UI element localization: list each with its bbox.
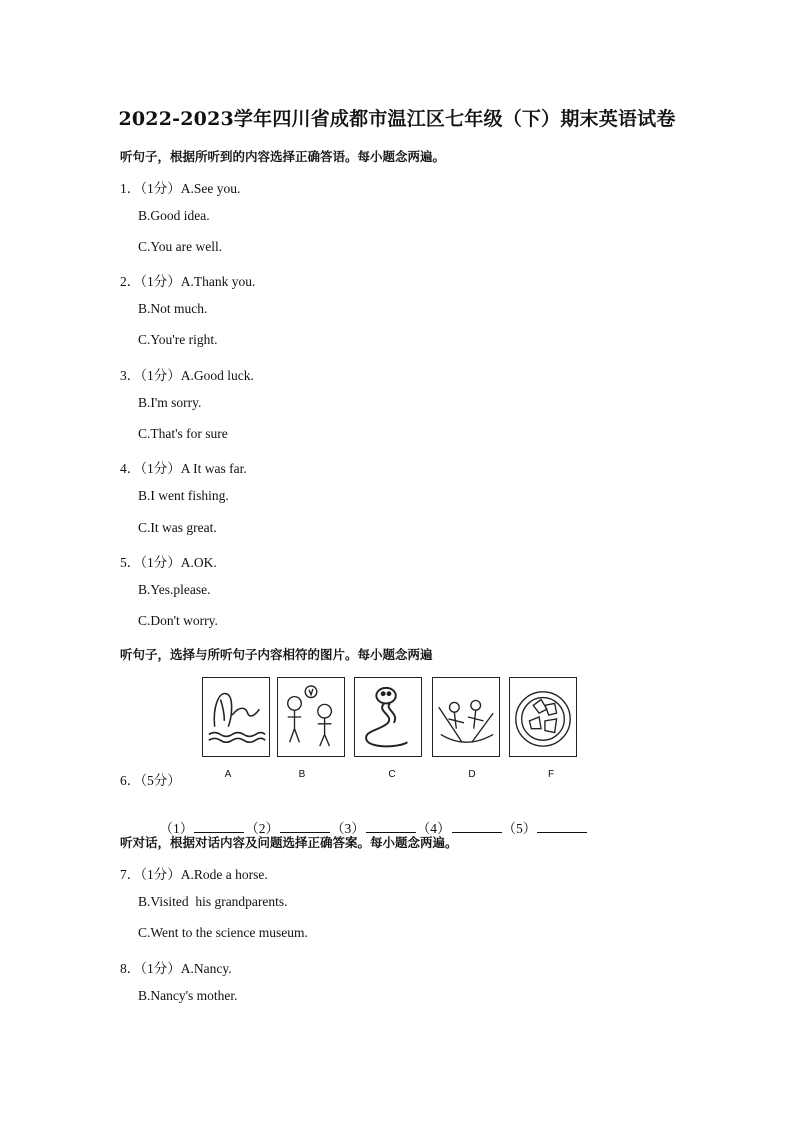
question-5: 5．（1分）A.OK. [120,555,217,570]
question-3: 3．（1分）A.Good luck. [120,368,254,383]
question-4-option-b: B.I went fishing. [138,488,229,503]
blank-label-5: （5） [502,821,537,836]
page-title: 2022-2023学年四川省成都市温江区七年级（下）期末英语试卷 [118,108,676,130]
answer-blank-5[interactable] [537,819,587,833]
section-heading-1: 听句子，根据所听到的内容选择正确答语。每小题念两遍。 [120,149,446,164]
answer-blank-1[interactable] [194,819,244,833]
kids-talking-icon [277,677,345,757]
question-6: 6．（5分） [120,773,181,788]
answer-blank-2[interactable] [280,819,330,833]
question-7-option-b: B.Visited his grandparents. [138,894,288,909]
section-heading-2: 听句子，选择与所听句子内容相符的图片。每小题念两遍 [120,647,433,662]
question-3-option-c: C.That's for sure [138,426,228,441]
blank-label-3: （3） [331,821,365,836]
picture-label-c: C [388,769,396,780]
picture-row [202,677,578,761]
question-8: 8．（1分）A.Nancy. [120,961,232,976]
question-7: 7．（1分）A.Rode a horse. [120,867,268,882]
section-heading-3: 听对话，根据对话内容及问题选择正确答案。每小题念两遍。 [120,835,458,850]
picture-label-f: F [547,769,555,780]
question-1-option-b: B.Good idea. [138,208,210,223]
fruit-plate-icon [509,677,577,757]
question-4-option-c: C.It was great. [138,520,217,535]
question-3-option-b: B.I'm sorry. [138,395,202,410]
picture-label-d: D [468,769,476,780]
blank-label-2: （2） [245,821,279,836]
question-4: 4．（1分）A It was far. [120,461,247,476]
picture-label-a: A [224,769,232,780]
snake-icon [354,677,422,757]
picture-label-b: B [298,769,306,780]
question-2-option-c: C.You're right. [138,332,218,347]
question-5-option-c: C.Don't worry. [138,613,218,628]
question-7-option-c: C.Went to the science museum. [138,925,308,940]
question-1: 1．（1分）A.See you. [120,181,241,196]
question-5-option-b: B.Yes.please. [138,582,211,597]
question-8-option-b: B.Nancy's mother. [138,988,238,1003]
question-2-option-b: B.Not much. [138,301,208,316]
question-1-option-c: C.You are well. [138,239,223,254]
question-2: 2．（1分）A.Thank you. [120,274,256,289]
blank-label-1: （1） [159,821,194,836]
blank-label-4: （4） [416,821,451,836]
boat-rowing-icon [432,677,500,757]
answer-blank-3[interactable] [366,819,416,833]
swimmer-icon [202,677,270,757]
answer-blank-4[interactable] [452,819,502,833]
